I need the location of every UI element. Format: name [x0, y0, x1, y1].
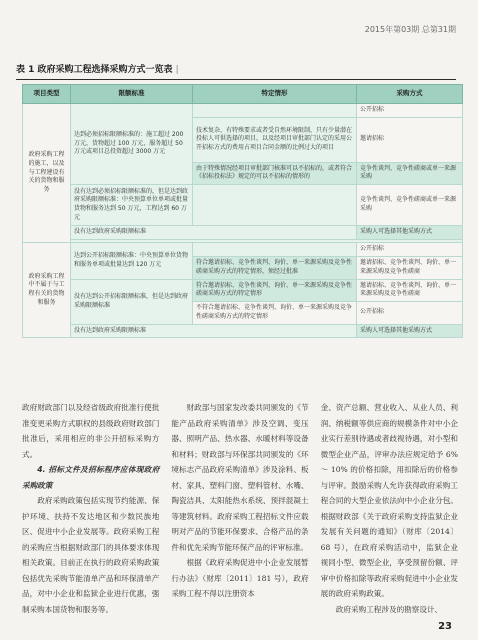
- header-project-type: 项目类型: [23, 85, 71, 104]
- category-cell: 政府采购工程的施工，以及与工程建设有关的货物和服务: [23, 104, 71, 243]
- table-row: [23, 104, 463, 118]
- method-cell: 公开招标: [357, 242, 463, 256]
- issue-info: 2015年第03期 总第31期: [364, 25, 456, 34]
- method-cell: 竞争性谈判、竞争性磋商或单一来源采购: [357, 162, 463, 184]
- table-title-text: 表 1 政府采购工程选择采购方式一览表: [16, 65, 173, 75]
- article-body: [22, 400, 458, 617]
- table-title: [16, 62, 456, 80]
- table-header-row: [23, 85, 463, 104]
- condition-cell: [193, 185, 357, 226]
- paragraph: 政府财政部门以及经省级政府批准行使批准变更采购方式职权的县级政府财政部门批准后，采用相应的非公开招标采购方式。: [22, 403, 160, 459]
- table-row: [23, 185, 463, 226]
- paragraph: 财政部与国家发改委共同颁发的《节能产品政府采购清单》涉及空调、变压器、照明产品、热水器、水暖材料等设备和材料；财政部与环保部共同颁发的《环境标志产品政府采购清单》涉及涂料、板材、家具、塑料门窗、塑料管材、水嘴、陶瓷洁具、太阳能热水系统、预拌混凝土等建筑材料。政府采购工程招标文件应载明对产品的节能环保要求、合格产品的条件和优先采购节能环保产品的评审标准。: [171, 403, 309, 552]
- paragraph: 政府采购政策包括实现节约能源、保护环境、扶持不发达地区和少数民族地区、促进中小企业发展等。政府采购工程的采购应当根据财政部门的具体要求体现相关政策。目前正在执行的政府采购政策包括优先采购节能清单产品和环保清单产品，对中小企业和监狱企业进行优惠，强制采购本国货物和服务等。: [22, 496, 160, 614]
- threshold-cell: 达到必须招标限额标准的：施工超过 200 万元，货物超过 100 万元，服务超过 50 万元或项目总投资超过 3000 万元: [71, 104, 193, 185]
- threshold-cell: 没有达到政府采购限额标准: [71, 324, 357, 338]
- header-threshold: 限额标准: [71, 85, 193, 104]
- table-row: [23, 242, 463, 256]
- category-cell: 政府采购工程中不属于与工程有关的货物和服务: [23, 242, 71, 337]
- threshold-cell: 没有达到必须招标限额标准的，但是达到政府采购限额标准：中央预算单位单项或批量货物和服务达到 50 万元，工程达到 60 万元: [71, 185, 193, 226]
- threshold-cell: 没有达到政府采购限额标准: [71, 226, 357, 240]
- table-row: [23, 324, 463, 338]
- section-heading: 4. 招标文件及招标程序应体现政府采购政策: [22, 465, 160, 490]
- procurement-method-table: [22, 84, 463, 338]
- method-cell: 公开招标: [357, 104, 463, 118]
- method-cell: 采购人可选择其他采购方式: [357, 226, 463, 240]
- condition-cell: [193, 242, 357, 256]
- text-column-3: [321, 400, 458, 617]
- text-column-1: [22, 400, 159, 617]
- header-procurement-method: 采购方式: [357, 85, 463, 104]
- paragraph: 金、资产总额、营业收入、从业人员、利润、纳税额等供应商的规模条件对中小企业实行差别待遇或者歧视待遇，对小型和微型企业产品，评审办法应规定给予 6% ～ 10% 的价格扣除，用扣除后的价格参与评审。鼓励采购人允许获得政府采购工程合同的大型企业依法向中小企业分包。根据财政部《关于政府采购支持监狱企业发展有关问题的通知》（财库〔2014〕68 号），在政府采购活动中，监狱企业视同小型、微型企业，享受预留份额、评审中价格扣除等政府采购促进中小企业发展的政府采购政策。: [320, 403, 458, 598]
- table-row: [23, 279, 463, 301]
- condition-cell: 技术复杂、有特殊要求或者受自然环境限制，只有少量潜在投标人可供选择的项目，以及经项目审批部门认定的采用公开招标方式的费用占项目合同金额的比例过大的项目: [193, 117, 357, 162]
- page-number: 23: [438, 621, 452, 632]
- paragraph: 政府采购工程涉及的勘察设计、: [335, 604, 443, 614]
- condition-cell: 符合邀请招标、竞争性谈判、询价、单一来源采购及竞争性磋商采购方式的特定情形: [193, 279, 357, 301]
- method-cell: 邀请招标、竞争性谈判、询价、单一来源采购及竞争性磋商: [357, 256, 463, 279]
- threshold-cell: 没有达到公开招标限额标准，但是达到政府采购限额标准: [71, 279, 193, 324]
- paragraph: 根据《政府采购促进中小企业发展暂行办法》（财库〔2011〕181 号），政府采购工程不得以注册资本: [171, 558, 309, 598]
- threshold-cell: 达到公开招标限额标准：中央预算单位货物和服务单项或批量达到 120 万元: [71, 242, 193, 279]
- condition-cell: [193, 104, 357, 118]
- condition-cell: 由于特殊情况经项目审批部门核准可以不招标的，或者符合《招标投标法》规定的可以不招标的情形的: [193, 162, 357, 184]
- table-row: [23, 226, 463, 240]
- condition-cell: 符合邀请招标、竞争性谈判、询价、单一来源采购及竞争性磋商采购方式的特定情形，须经过批准: [193, 256, 357, 279]
- method-cell: 竞争性谈判、竞争性磋商或单一来源采购: [357, 185, 463, 226]
- method-cell: 邀请招标、竞争性谈判、询价、单一来源采购及竞争性磋商: [357, 279, 463, 301]
- title-separator: |: [175, 65, 179, 75]
- condition-cell: 不符合邀请招标、竞争性谈判、询价、单一来源采购及竞争性磋商采购方式的特定情形: [193, 302, 357, 324]
- header-special-case: 特定情形: [193, 85, 357, 104]
- text-column-2: [171, 400, 308, 617]
- method-cell: 公开招标: [357, 302, 463, 324]
- method-cell: 采购人可选择其他采购方式: [357, 324, 463, 338]
- method-cell: 邀请招标: [357, 117, 463, 162]
